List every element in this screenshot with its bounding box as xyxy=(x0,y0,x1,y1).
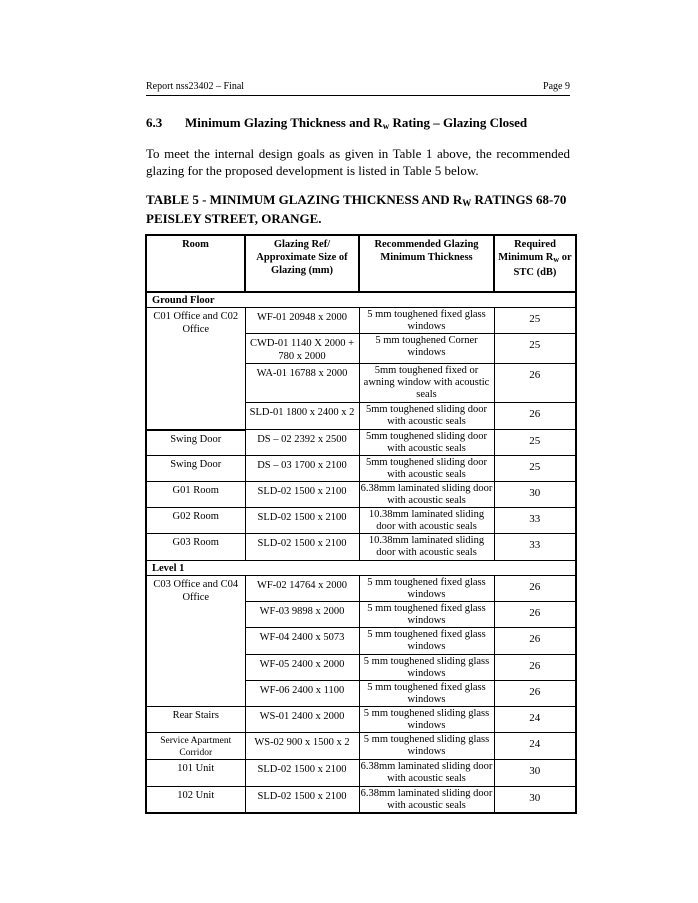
glazing-ref-cell: WF-06 2400 x 1100 xyxy=(245,681,359,707)
table-row xyxy=(146,576,576,602)
recommended-cell: 5 mm toughened sliding glass windows xyxy=(359,733,494,760)
rating-cell: 26 xyxy=(494,576,576,602)
group-row-level-1 xyxy=(146,561,576,576)
recommended-cell: 10.38mm laminated sliding door with acoustic seals xyxy=(359,508,494,534)
col-room-header: Room xyxy=(146,235,245,292)
glazing-ref-cell: WF-04 2400 x 5073 xyxy=(245,628,359,655)
recommended-cell: 6.38mm laminated sliding door with acoustic seals xyxy=(360,483,493,506)
glazing-ref-cell: SLD-02 1500 x 2100 xyxy=(245,482,359,508)
table-row xyxy=(146,508,576,534)
rating-cell: 30 xyxy=(494,787,576,814)
section-title: Minimum Glazing Thickness and $R_w$ Rating – Glazing Closed xyxy=(185,115,528,131)
glazing-ref-cell: WF-01 20948 x 2000 xyxy=(245,308,359,334)
room-cell: G01 Room xyxy=(146,482,245,508)
page-number: Page 9 xyxy=(543,81,570,92)
table-row xyxy=(146,482,576,508)
glazing-ref-cell: DS – 02 2392 x 2500 xyxy=(245,430,359,456)
recommended-cell: 5 mm toughened Corner windows xyxy=(359,334,494,364)
rating-cell: 25 xyxy=(494,430,576,456)
room-cell: G03 Room xyxy=(146,534,245,561)
col-glazing-ref-header: Glazing Ref/ Approximate Size of Glazing (mm) xyxy=(245,235,359,292)
glazing-ref-cell: WA-01 16788 x 2000 xyxy=(245,364,359,403)
recommended-cell: 6.38mm laminated sliding door with acoustic seals xyxy=(360,788,493,811)
table-row xyxy=(146,760,576,787)
table-row xyxy=(146,456,576,482)
report-id: Report nss23402 – Final xyxy=(146,81,245,92)
intro-paragraph: To meet the internal design goals as given in Table 1 above, the recommended glazing for the proposed development is listed in Table 5 below. xyxy=(146,146,570,178)
glazing-ref-cell: SLD-02 1500 x 2100 xyxy=(245,787,359,814)
rating-cell: 26 xyxy=(494,364,576,403)
recommended-cell: 5mm toughened sliding door with acoustic seals xyxy=(359,430,494,456)
rating-cell: 26 xyxy=(494,628,576,655)
recommended-cell: 5mm toughened sliding door with acoustic seals xyxy=(359,456,494,482)
glazing-ref-cell: WF-05 2400 x 2000 xyxy=(245,655,359,681)
glazing-ref-cell: WS-02 900 x 1500 x 2 xyxy=(245,733,359,760)
rating-cell: 26 xyxy=(494,655,576,681)
recommended-cell: 5 mm toughened fixed glass windows xyxy=(359,308,494,334)
rating-cell: 30 xyxy=(494,760,576,787)
col-required-header: Required Minimum $R_w$ or STC (dB) xyxy=(494,235,576,292)
glazing-table xyxy=(145,234,577,814)
recommended-cell: 6.38mm laminated sliding door with acoustic seals xyxy=(359,760,494,787)
recommended-cell: 5mm toughened sliding door with acoustic seals xyxy=(359,403,494,430)
room-cell: 101 Unit xyxy=(146,760,245,787)
glazing-ref-cell: CWD-01 1140 X 2000 + 780 x 2000 xyxy=(245,334,359,364)
glazing-ref-cell: SLD-02 1500 x 2100 xyxy=(245,534,359,561)
recommended-cell: 5 mm toughened fixed glass windows xyxy=(359,628,494,655)
table-row xyxy=(146,787,576,814)
table-header-row xyxy=(146,235,576,292)
rating-cell: 26 xyxy=(494,602,576,628)
glazing-ref-cell: SLD-02 1500 x 2100 xyxy=(245,508,359,534)
glazing-ref-cell: SLD-02 1500 x 2100 xyxy=(245,760,359,787)
recommended-cell: 5 mm toughened fixed glass windows xyxy=(359,602,494,628)
rating-cell: 25 xyxy=(494,456,576,482)
rating-cell: 25 xyxy=(494,334,576,364)
glazing-ref-cell: SLD-01 1800 x 2400 x 2 xyxy=(245,403,359,430)
glazing-ref-cell: WS-01 2400 x 2000 xyxy=(245,707,359,733)
group-row-ground-floor xyxy=(146,292,576,308)
room-cell: Swing Door xyxy=(146,456,245,482)
room-cell: C03 Office and C04 Office xyxy=(146,576,245,707)
table-row xyxy=(146,534,576,561)
group-label: Level 1 xyxy=(146,561,576,576)
table-row xyxy=(146,430,576,456)
header-divider xyxy=(146,95,570,96)
room-cell: C01 Office and C02 Office xyxy=(146,308,245,430)
room-cell: Swing Door xyxy=(146,430,245,456)
table-row xyxy=(146,733,576,760)
rating-cell: 24 xyxy=(494,733,576,760)
rating-cell: 24 xyxy=(494,707,576,733)
room-cell: Service Apartment Corridor xyxy=(146,733,245,760)
glazing-ref-cell: WF-03 9898 x 2000 xyxy=(245,602,359,628)
table-caption: TABLE 5 - MINIMUM GLAZING THICKNESS AND $R_W$ RATINGS 68-70 PEISLEY STREET, ORANGE. xyxy=(146,192,567,226)
col-recommended-header: Recommended Glazing Minimum Thickness xyxy=(359,235,494,292)
room-cell: 102 Unit xyxy=(146,787,245,814)
rating-cell: 26 xyxy=(494,403,576,430)
section-number: 6.3 xyxy=(146,115,163,130)
page-header xyxy=(146,81,570,93)
glazing-ref-cell: DS – 03 1700 x 2100 xyxy=(245,456,359,482)
recommended-cell: 5 mm toughened sliding glass windows xyxy=(359,655,494,681)
rating-cell: 33 xyxy=(494,508,576,534)
recommended-cell: 10.38mm laminated sliding door with acoustic seals xyxy=(359,534,494,561)
recommended-cell: 5 mm toughened fixed glass windows xyxy=(359,681,494,707)
rating-cell: 26 xyxy=(494,681,576,707)
room-cell: Rear Stairs xyxy=(146,707,245,733)
glazing-ref-cell: WF-02 14764 x 2000 xyxy=(245,576,359,602)
rating-cell: 33 xyxy=(494,534,576,561)
rating-cell: 30 xyxy=(494,482,576,508)
rating-cell: 25 xyxy=(494,308,576,334)
table-row xyxy=(146,707,576,733)
recommended-cell: 5 mm toughened fixed glass windows xyxy=(359,576,494,602)
recommended-cell: 5 mm toughened sliding glass windows xyxy=(359,707,494,733)
group-label: Ground Floor xyxy=(146,292,576,308)
recommended-cell: 5mm toughened fixed or awning window with acoustic seals xyxy=(359,364,494,403)
room-cell: G02 Room xyxy=(146,508,245,534)
table-row xyxy=(146,308,576,334)
